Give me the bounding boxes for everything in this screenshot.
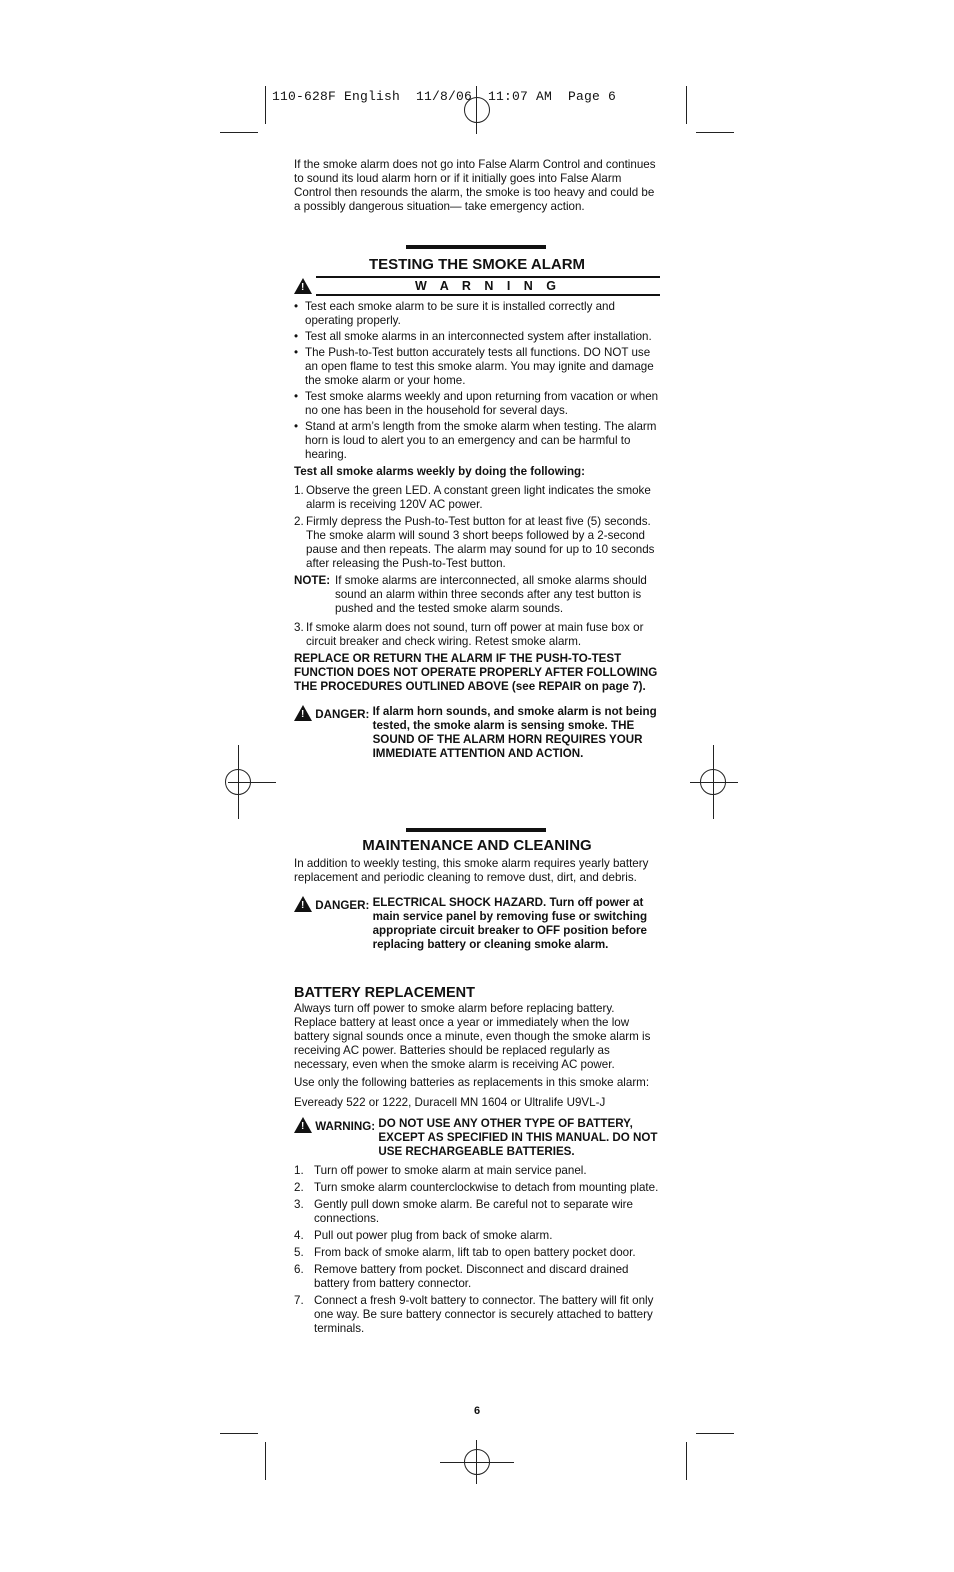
note-block — [294, 574, 660, 616]
crop-mark — [696, 1433, 734, 1434]
crop-mark — [686, 86, 687, 124]
warning-icon — [294, 278, 312, 294]
crop-mark — [265, 1442, 266, 1480]
danger-notice — [294, 705, 660, 761]
warning-notice — [294, 1117, 660, 1159]
danger-label: DANGER: — [315, 708, 370, 721]
testing-section — [294, 256, 660, 761]
crop-mark — [265, 86, 266, 124]
warning-label: WARNING: — [315, 1120, 376, 1133]
crop-mark — [696, 132, 734, 133]
list-item: 2. Firmly depress the Push-to-Test button for at least five (5) seconds. The smoke alarm will sound 3 short beeps followed by a 2-second pause and then repeats. The alarm may sound for up to 10 seconds after releasing the Push-to-Test button. — [294, 515, 655, 570]
list-item: • Stand at arm’s length from the smoke alarm when testing. The alarm horn is loud to alert you to an emergency and can be harmful to hearing. — [294, 420, 660, 462]
maintenance-heading: MAINTENANCE AND CLEANING — [362, 837, 592, 854]
battery-section — [294, 985, 660, 1339]
testing-heading: TESTING THE SMOKE ALARM — [368, 256, 586, 273]
warning-banner — [294, 276, 660, 296]
list-item: 4. Pull out power plug from back of smoke alarm. — [294, 1229, 553, 1242]
note-label: NOTE: — [294, 574, 331, 587]
note-text: If smoke alarms are interconnected, all smoke alarms should sound an alarm within three seconds after any test button is pushed and the tested smoke alarm sounds. — [335, 574, 647, 615]
list-item: 1. Turn off power to smoke alarm at main service panel. — [294, 1164, 587, 1177]
maintenance-text: In addition to weekly testing, this smoke alarm requires yearly battery replacement and periodic cleaning to remove dust, dirt, and debris. — [294, 857, 649, 884]
battery-heading: BATTERY REPLACEMENT — [294, 985, 475, 1001]
list-item: • Test smoke alarms weekly and upon returning from vacation or when no one has been in the household for several days. — [294, 390, 660, 418]
crop-mark — [220, 132, 258, 133]
section-rule — [406, 828, 546, 832]
list-item: • Test all smoke alarms in an interconnected system after installation. — [294, 330, 660, 344]
list-item: 2. Turn smoke alarm counterclockwise to detach from mounting plate. — [294, 1181, 659, 1194]
printer-slug: 110-628F English 11/8/06 11:07 AM Page 6 — [272, 89, 617, 104]
registration-mark — [225, 769, 251, 795]
list-item: 1. Observe the green LED. A constant green light indicates the smoke alarm is receiving 120V AC power. — [294, 484, 651, 511]
list-item: 3. If smoke alarm does not sound, turn off power at main fuse box or circuit breaker and check wiring. Retest smoke alarm. — [294, 621, 644, 648]
list-item: 5. From back of smoke alarm, lift tab to open battery pocket door. — [294, 1246, 636, 1259]
danger-text: ELECTRICAL SHOCK HAZARD. Turn off power at main service panel by removing fuse or switching appropriate circuit breaker to OFF position before replacing battery or cleaning smoke alarm. — [372, 896, 648, 951]
weekly-heading: Test all smoke alarms weekly by doing the following: — [294, 465, 585, 478]
list-item: 6. Remove battery from pocket. Disconnect and discard drained battery from battery connector. — [294, 1263, 629, 1290]
crop-mark — [220, 1433, 258, 1434]
danger-label: DANGER: — [315, 899, 370, 912]
testing-steps — [294, 484, 660, 571]
battery-paragraph: Use only the following batteries as replacements in this smoke alarm: — [294, 1076, 650, 1089]
danger-notice — [294, 896, 660, 952]
registration-mark — [700, 769, 726, 795]
warning-label: W A R N I N G — [316, 276, 660, 296]
testing-steps-cont — [294, 621, 660, 649]
list-item: 3. Gently pull down smoke alarm. Be careful not to separate wire connections. — [294, 1198, 633, 1225]
battery-models: Eveready 522 or 1222, Duracell MN 1604 or Ultralife U9VL-J — [294, 1096, 606, 1109]
battery-paragraph: Always turn off power to smoke alarm before replacing battery. Replace battery at least once a year or immediately when the low battery signal sounds once a minute, even though the smoke alarm is receiving AC power. Batteries should be replaced regularly as necessary, even when the smoke alarm is receiving AC power. — [294, 1002, 651, 1071]
warning-text: DO NOT USE ANY OTHER TYPE OF BATTERY, EXCEPT AS SPECIFIED IN THIS MANUAL. DO NOT USE RECHARGEABLE BATTERIES. — [378, 1117, 658, 1158]
warning-icon — [294, 1117, 312, 1133]
intro-block — [294, 158, 660, 214]
danger-icon — [294, 896, 312, 912]
section-rule — [406, 245, 546, 249]
maintenance-section — [294, 837, 660, 952]
list-item: • The Push-to-Test button accurately tests all functions. DO NOT use an open flame to test this smoke alarm. You may ignite and damage the smoke alarm or your home. — [294, 346, 660, 388]
crop-mark — [686, 1442, 687, 1480]
page-number: 6 — [474, 1405, 481, 1417]
replace-notice: REPLACE OR RETURN THE ALARM IF THE PUSH-TO-TEST FUNCTION DOES NOT OPERATE PROPERLY AFTER FOLLOWING THE PROCEDURES OUTLINED ABOVE (see REPAIR on page 7). — [294, 652, 658, 693]
list-item: • Test each smoke alarm to be sure it is installed correctly and operating properly. — [294, 300, 660, 328]
danger-text: If alarm horn sounds, and smoke alarm is not being tested, the smoke alarm is sensing smoke. THE SOUND OF THE ALARM HORN REQUIRES YOUR IMMEDIATE ATTENTION AND ACTION. — [372, 705, 657, 760]
registration-mark — [464, 1449, 490, 1475]
battery-steps — [294, 1164, 660, 1336]
list-item: 7. Connect a fresh 9-volt battery to connector. The battery will fit only one way. Be sure battery connector is securely attached to battery terminals. — [294, 1294, 654, 1335]
intro-paragraph: If the smoke alarm does not go into False Alarm Control and continues to sound its loud alarm horn or if it initially goes into False Alarm Control then resounds the alarm, the smoke is too heavy and could be a possibly dangerous situation— take emergency action. — [294, 158, 656, 213]
testing-bullets — [294, 300, 660, 462]
danger-icon — [294, 705, 312, 721]
